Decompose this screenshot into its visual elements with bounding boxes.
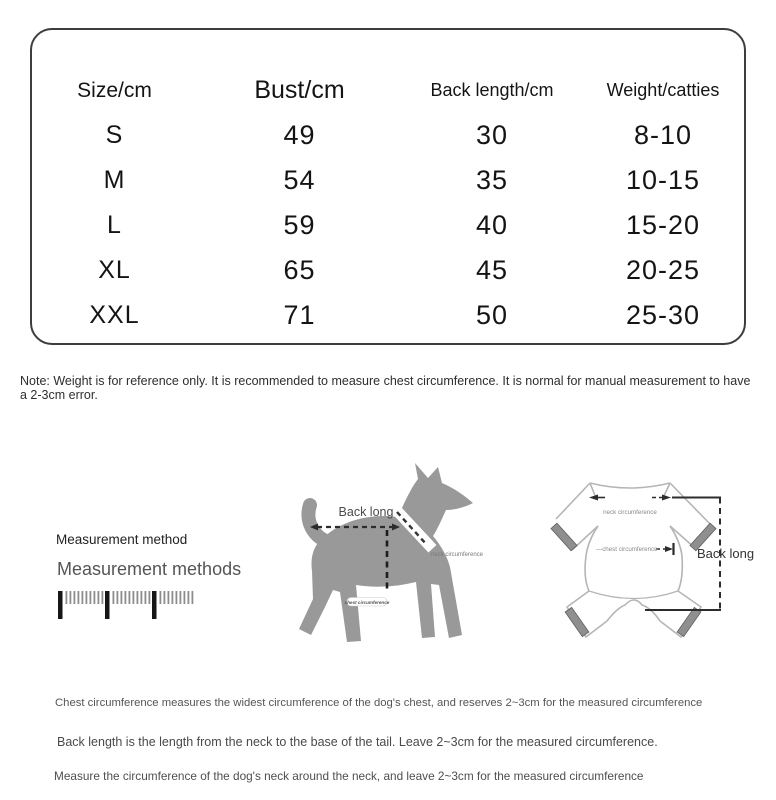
garment-cuffs	[551, 523, 716, 636]
table-header-row	[32, 68, 744, 113]
dog-chest-circumference-tag	[345, 598, 390, 607]
table-row	[32, 248, 744, 293]
garment-measurement-diagram	[530, 440, 776, 680]
weight-value: 10-15	[625, 165, 701, 195]
column-header-weight: Weight/catties	[606, 80, 720, 100]
footnote-neck: Measure the circumference of the dog's neck around the neck, and leave 2~3cm for the measured circumference	[54, 769, 644, 783]
garment-outline	[556, 483, 711, 637]
bust-value: 49	[283, 120, 316, 150]
table-row	[32, 203, 744, 248]
bust-value: 71	[283, 300, 316, 330]
footnote-back-length: Back length is the length from the neck to the base of the tail. Leave 2~3cm for the measured circumference.	[57, 735, 658, 749]
column-header-size: Size/cm	[77, 78, 152, 102]
back-length-value: 40	[475, 210, 509, 240]
dog-neck-circumference-label: neck circumference	[431, 552, 484, 558]
footnote-chest: Chest circumference measures the widest circumference of the dog's chest, and reserves 2~3cm for the measured circumference	[55, 697, 703, 709]
size-value: S	[105, 121, 124, 149]
size-value: M	[103, 166, 126, 194]
garment-neck-circumference-label: neck circumference	[603, 509, 657, 516]
back-length-value: 45	[475, 255, 509, 285]
bust-value: 54	[283, 165, 316, 195]
garment-chest-arrows	[656, 543, 674, 555]
table-row	[32, 293, 744, 338]
bust-value: 59	[283, 210, 316, 240]
dog-measurement-diagram	[290, 455, 510, 655]
size-value: XL	[98, 256, 131, 284]
table-row	[32, 113, 744, 158]
weight-value: 20-25	[625, 255, 701, 285]
dog-chest-circumference-label: chest circumference	[344, 599, 390, 605]
ruler-ticks	[66, 591, 194, 604]
measurement-method-title: Measurement method	[56, 532, 188, 547]
column-header-back-length: Back length/cm	[430, 80, 554, 100]
size-value: XXL	[89, 301, 140, 329]
size-value: L	[107, 211, 122, 239]
table-row	[32, 158, 744, 203]
bust-value: 65	[283, 255, 316, 285]
garment-neck-arrows	[589, 495, 671, 501]
ruler-graphic	[58, 591, 198, 621]
dog-back-long-label: Back long	[338, 505, 394, 519]
back-length-value: 50	[475, 300, 509, 330]
size-table	[30, 28, 746, 345]
measurement-methods-title: Measurement methods	[57, 559, 242, 579]
weight-value: 8-10	[633, 120, 693, 150]
back-length-value: 35	[475, 165, 509, 195]
weight-reference-note: Note: Weight is for reference only. It is recommended to measure chest circumference. It is normal for manual measurement to have a 2-3cm error.	[20, 374, 751, 402]
weight-value: 15-20	[625, 210, 701, 240]
column-header-bust: Bust/cm	[254, 76, 345, 104]
weight-value: 25-30	[625, 300, 701, 330]
back-length-value: 30	[475, 120, 509, 150]
garment-chest-circumference-label: —chest circumference	[596, 546, 658, 553]
garment-back-long-label: Back long	[697, 546, 755, 561]
